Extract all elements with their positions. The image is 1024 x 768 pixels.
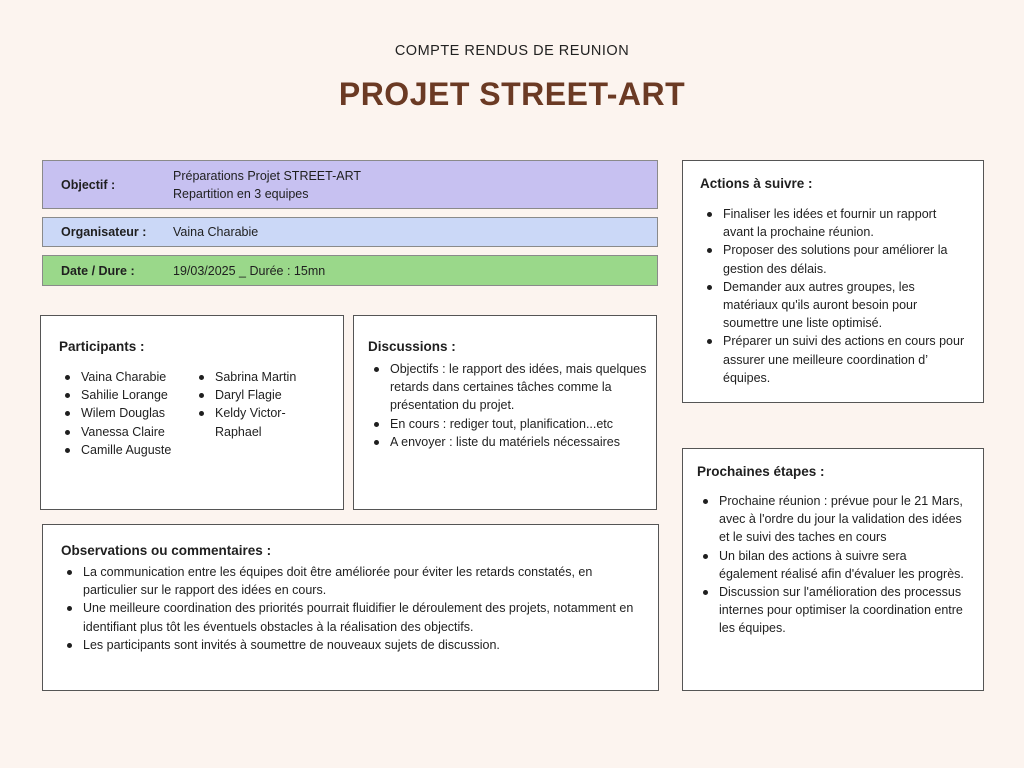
date-bar: [42, 255, 658, 286]
next-steps-list: [697, 492, 967, 638]
action-item: Proposer des solutions pour améliorer la gestion des délais.: [701, 241, 966, 277]
next-step-item: Prochaine réunion : prévue pour le 21 Mars, avec à l'ordre du jour la validation des idées et le suivi des taches en cours: [697, 492, 967, 547]
participants-list-2: [193, 368, 313, 441]
participant-item: Keldy Victor-Raphael: [193, 404, 313, 440]
actions-title: Actions à suivre :: [700, 176, 813, 191]
next-steps-title: Prochaines étapes :: [697, 464, 825, 479]
participants-list-1: [59, 368, 189, 459]
participants-title: Participants :: [59, 339, 145, 354]
objectif-bar: [42, 160, 658, 209]
discussion-item: Objectifs : le rapport des idées, mais quelques retards dans certaines tâches comme la présentation du projet.: [368, 360, 648, 415]
discussions-list: [368, 360, 648, 451]
action-item: Préparer un suivi des actions en cours pour assurer une meilleure coordination d’ équipes.: [701, 332, 966, 387]
observation-item: La communication entre les équipes doit être améliorée pour éviter les retards constatés, en particulier sur le rapport des idées en cours.: [61, 563, 641, 599]
participant-item: Sabrina Martin: [193, 368, 313, 386]
participant-item: Vanessa Claire: [59, 423, 189, 441]
observations-title: Observations ou commentaires :: [61, 543, 272, 558]
discussions-title: Discussions :: [368, 339, 456, 354]
participants-box: [40, 315, 344, 510]
observations-box: [42, 524, 659, 691]
discussion-item: En cours : rediger tout, planification...etc: [368, 415, 648, 433]
organisateur-label: Organisateur :: [61, 225, 147, 239]
document-subtitle: COMPTE RENDUS DE REUNION: [394, 43, 630, 59]
next-step-item: Discussion sur l'amélioration des processus internes pour optimiser la coordination entre les équipes.: [697, 583, 967, 638]
actions-box: [682, 160, 984, 403]
next-steps-box: [682, 448, 984, 691]
document-title: PROJET STREET-ART: [338, 76, 686, 112]
objectif-line: Repartition en 3 equipes: [173, 186, 309, 201]
participant-item: Daryl Flagie: [193, 386, 313, 404]
objectif-label: Objectif :: [61, 177, 116, 192]
participant-item: Wilem Douglas: [59, 404, 189, 422]
objectif-value: [173, 167, 361, 203]
participant-item: Vaina Charabie: [59, 368, 189, 386]
observation-item: Les participants sont invités à soumettre de nouveaux sujets de discussion.: [61, 636, 641, 654]
next-step-item: Un bilan des actions à suivre sera également réalisé afin d'évaluer les progrès.: [697, 547, 967, 583]
date-value: 19/03/2025 _ Durée : 15mn: [173, 263, 326, 278]
action-item: Demander aux autres groupes, les matériaux qu'ils auront besoin pour soumettre une liste optimisé.: [701, 278, 966, 333]
organisateur-value: Vaina Charabie: [173, 225, 259, 239]
observations-list: [61, 563, 641, 654]
participant-item: Camille Auguste: [59, 441, 189, 459]
participant-item: Sahilie Lorange: [59, 386, 189, 404]
objectif-line: Préparations Projet STREET-ART: [173, 168, 362, 183]
organisateur-bar: [42, 217, 658, 247]
actions-list: [701, 205, 966, 387]
action-item: Finaliser les idées et fournir un rapport avant la prochaine réunion.: [701, 205, 966, 241]
date-label: Date / Dure :: [61, 263, 135, 278]
observation-item: Une meilleure coordination des priorités pourrait fluidifier le déroulement des projets, notamment en identifiant plus tôt les éventuels obstacles à la réalisation des objectifs.: [61, 599, 641, 635]
discussions-box: [353, 315, 657, 510]
discussion-item: A envoyer : liste du matériels nécessaires: [368, 433, 648, 451]
